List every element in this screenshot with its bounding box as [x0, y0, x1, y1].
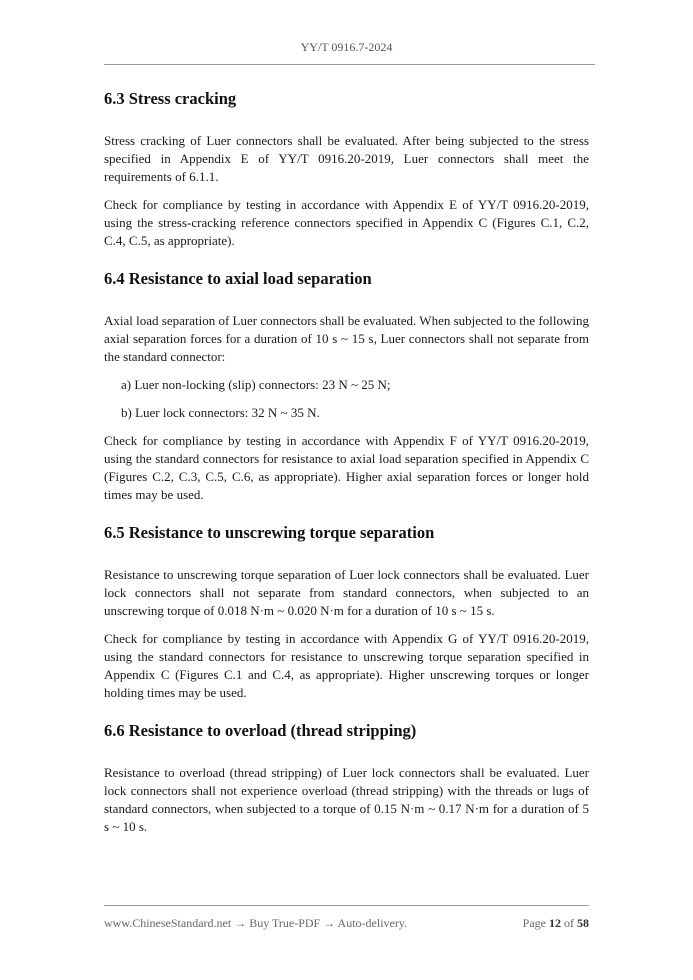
paragraph: Check for compliance by testing in accordance with Appendix G of YY/T 0916.20-2019, using the standard connectors for resistance to unscrewing torque separation specified in Appendix C (Figures C.1 and C.4, as appropriate). Higher unscrewing torques or longer holding times may be used.: [104, 631, 589, 700]
section-heading-6-6: 6.6 Resistance to overload (thread stripping): [104, 721, 417, 740]
document-header: YY/T 0916.7-2024: [300, 40, 393, 54]
section-heading-6-4: 6.4 Resistance to axial load separation: [104, 269, 372, 288]
page-indicator: [523, 916, 589, 931]
header-divider: [104, 64, 595, 65]
paragraph: Resistance to unscrewing torque separation of Luer lock connectors shall be evaluated. Luer lock connectors shall not separate from standard connectors, when subjected to an unscrewing torque of 0.018 N·m ~ 0.020 N·m for a duration of 10 s ~ 15 s.: [104, 567, 589, 618]
paragraph: Resistance to overload (thread stripping) of Luer lock connectors shall be evaluated. Luer lock connectors shall not experience overload (thread stripping) with the threads or lugs of standard connectors, when subjected to a torque of 0.15 N·m ~ 0.17 N·m for a duration of 5 s ~ 10 s.: [104, 765, 589, 834]
total-pages: 58: [577, 916, 589, 930]
paragraph: Check for compliance by testing in accordance with Appendix F of YY/T 0916.20-2019, using the standard connectors for resistance to axial load separation specified in Appendix C (Figures C.2, C.3, C.5, C.6, as appropriate). Higher axial separation forces or longer hold times may be used.: [104, 433, 589, 502]
list-item: a) Luer non-locking (slip) connectors: 23 N ~ 25 N;: [121, 377, 391, 392]
of-label: of: [564, 916, 574, 930]
footer-link[interactable]: www.ChineseStandard.net → Buy True-PDF → Auto-delivery.: [104, 916, 408, 930]
paragraph: Axial load separation of Luer connectors shall be evaluated. When subjected to the following axial separation forces for a duration of 10 s ~ 15 s, Luer connectors shall not separate from the standard connector:: [104, 313, 589, 364]
page-label: Page: [522, 916, 546, 930]
list-item: b) Luer lock connectors: 32 N ~ 35 N.: [121, 405, 320, 420]
page-content: [104, 88, 589, 846]
footer-divider: [104, 905, 589, 906]
page-number: 12: [549, 916, 561, 930]
section-heading-6-3: 6.3 Stress cracking: [104, 89, 237, 108]
paragraph: Stress cracking of Luer connectors shall be evaluated. After being subjected to the stress specified in Appendix E of YY/T 0916.20-2019, Luer connectors shall meet the requirements of 6.1.1.: [104, 133, 589, 184]
paragraph: Check for compliance by testing in accordance with Appendix E of YY/T 0916.20-2019, using the stress-cracking reference connectors specified in Appendix C (Figures C.1, C.2, C.4, C.5, as appropriate).: [104, 197, 589, 248]
section-heading-6-5: 6.5 Resistance to unscrewing torque separation: [104, 523, 435, 542]
